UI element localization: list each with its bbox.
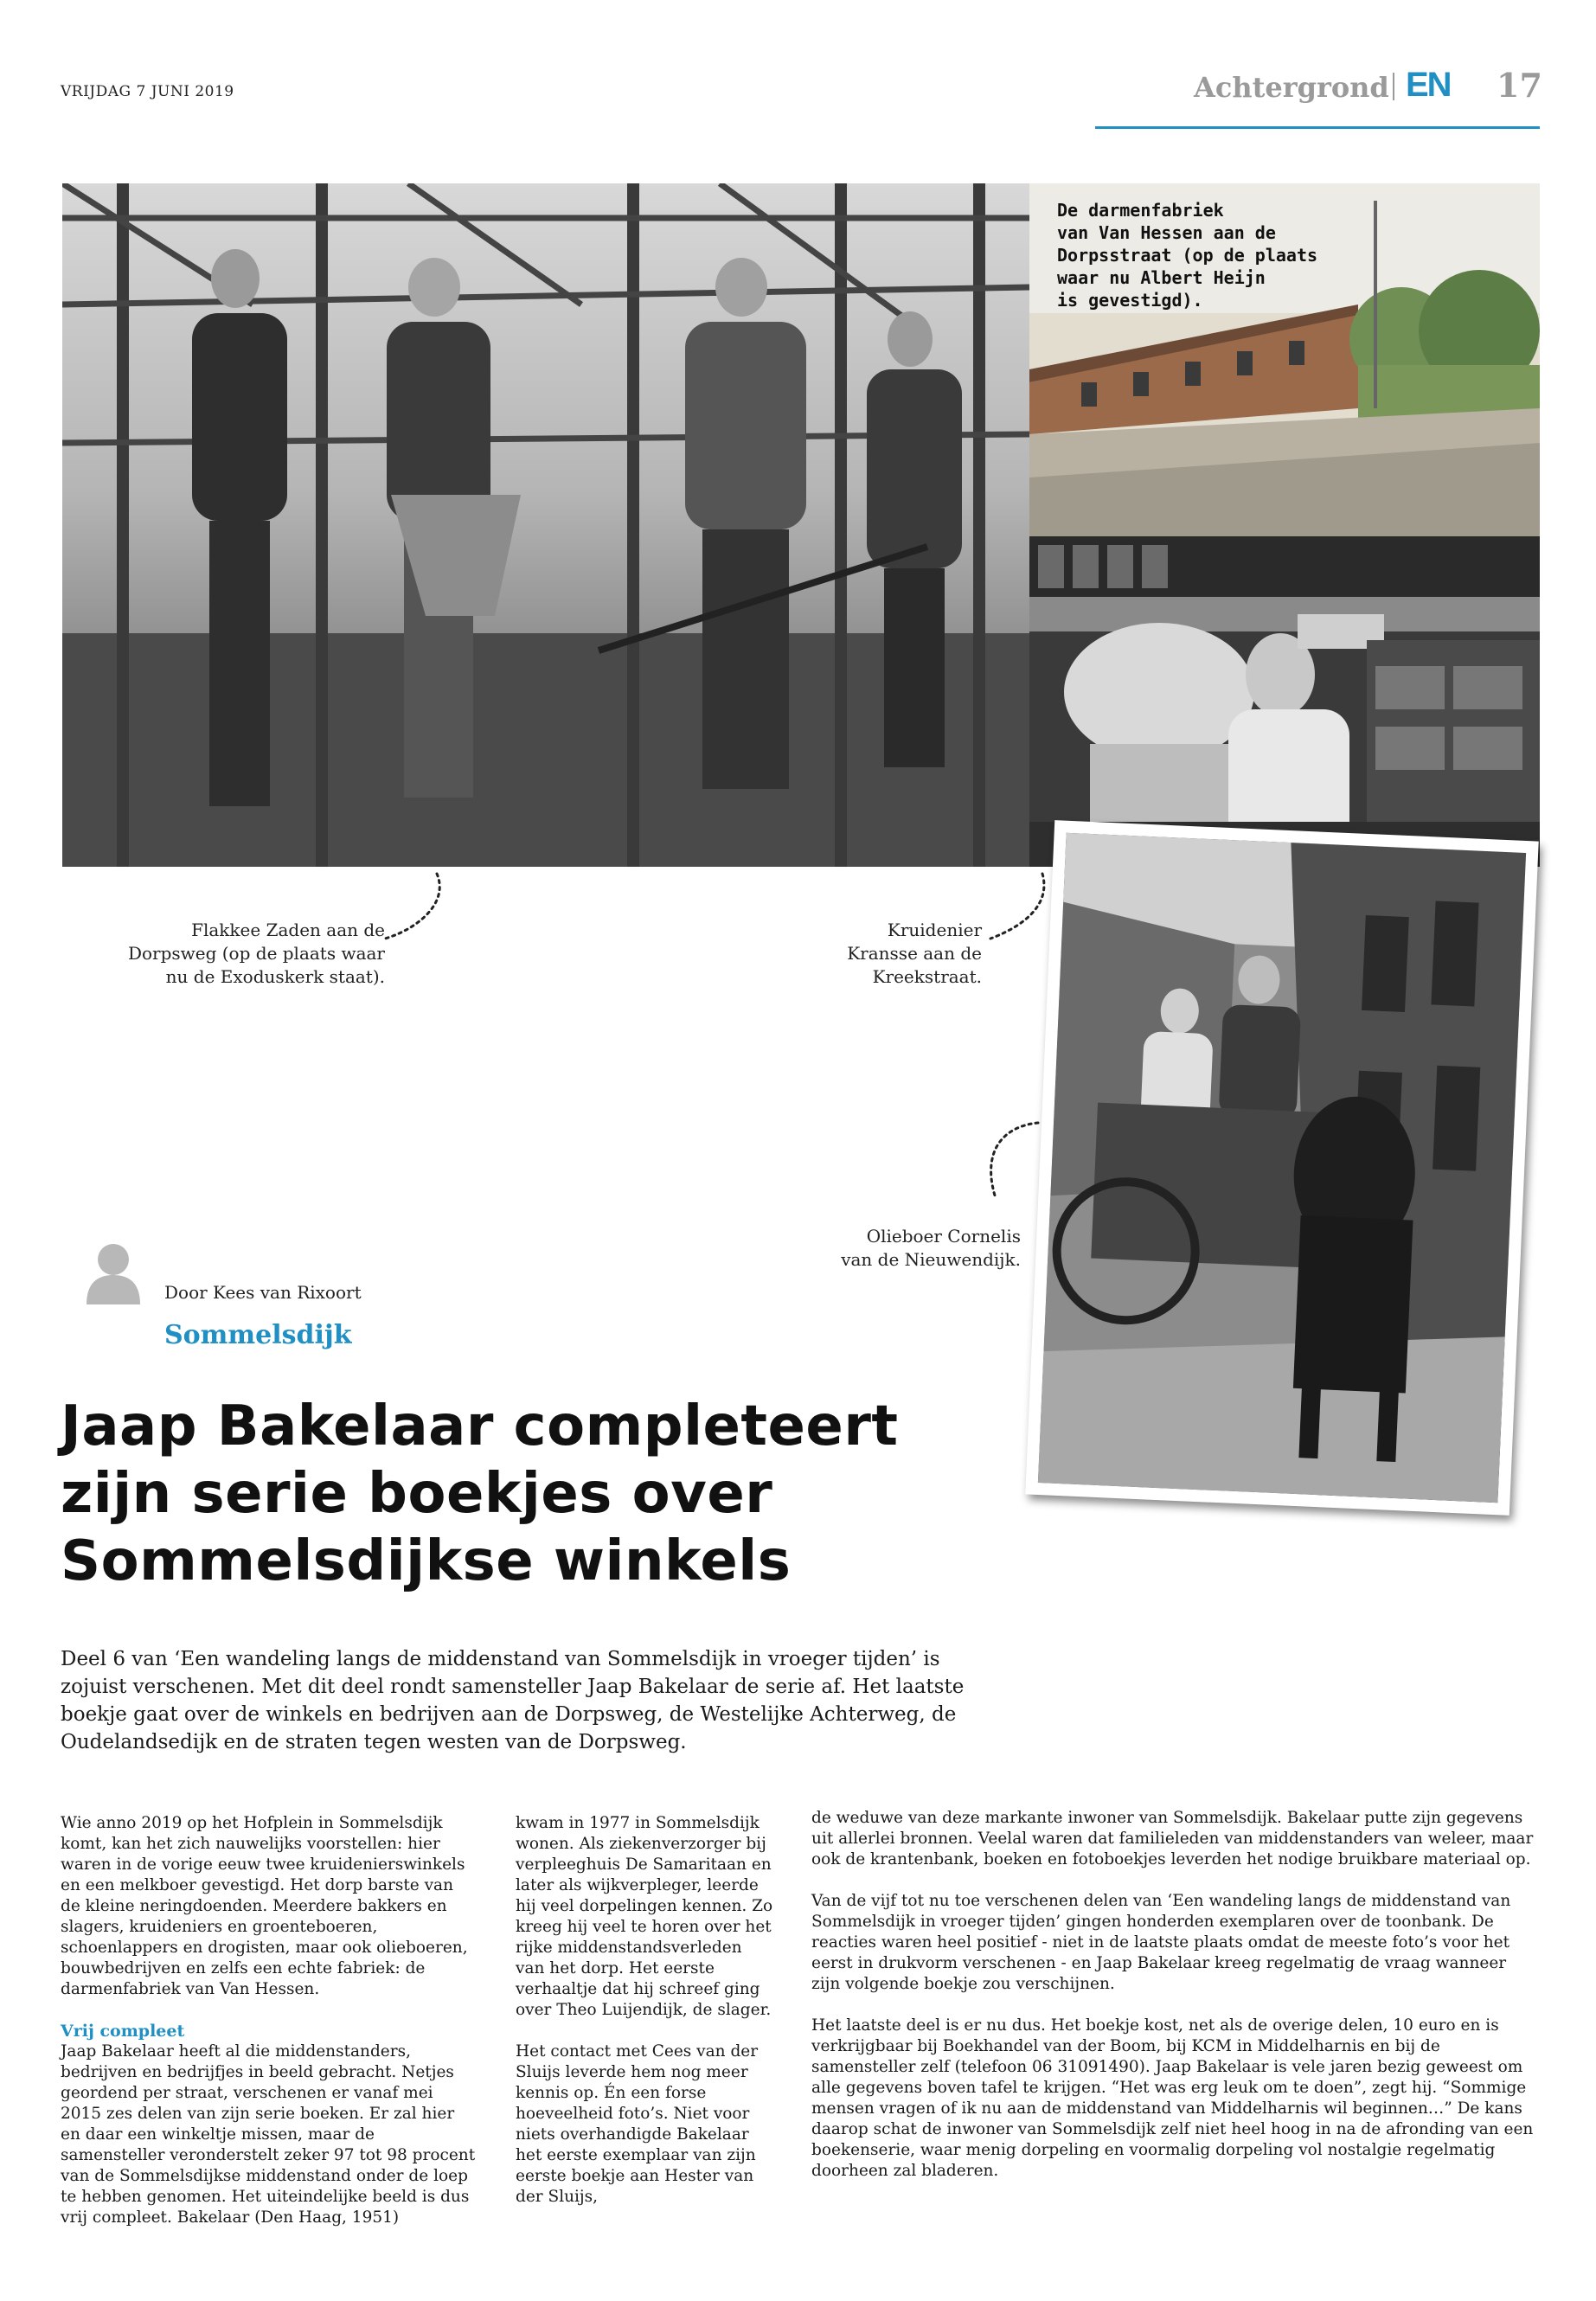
issue-date: VRIJDAG 7 JUNI 2019 [61, 83, 234, 100]
body-paragraph: Het laatste deel is er nu dus. Het boekje kost, net als de overige delen, 10 euro en is verkrijgbaar bij Boekhandel van der Boom, bij KCM in Middelharnis en bij de samensteller zelf (telefoon 06 31091490). Jaap Bakelaar is vele jaren bezig geweest om alle gegevens boven tafel te krijgen. “Het was erg leuk om te doen”, zegt hij. “Sommige mensen vragen of ik nu aan de middenstand van Middelharnis wil beginnen…” De kans daarop schat de inwoner van Sommelsdijk zelf niet heel hoog in na de afronding van een boekenserie, waar menig dorpeling en voormalig dorpeling vol nostalgie regelmatig doorheen zal bladeren. [811, 2016, 1534, 2180]
caption-kruidenier [761, 919, 982, 989]
header-divider [1393, 73, 1394, 100]
body-column-2 [516, 1813, 775, 2208]
page-number: 17 [1497, 66, 1542, 105]
caption-pointer-oil [977, 1116, 1047, 1202]
body-paragraph: Van de vijf tot nu toe verschenen delen van ‘Een wandeling langs de middenstand van Sommelsdijk in vroeger tijden’ gingen honderden exemplaren over de toonbank. De reacties waren heel positief - niet in de laatste plaats omdat de meeste foto’s voor het eerst in drukvorm verschenen - en Jaap Bakelaar kreeg regelmatig de vraag wanneer zijn volgende boekje zou verschijnen. [811, 1892, 1511, 1993]
photo-olieboer-cornelis [1038, 833, 1526, 1503]
body-paragraph: Wie anno 2019 op het Hofplein in Sommelsdijk komt, kan het zich nauwelijks voorstellen: hier waren in de vorige eeuw twee kruidenierswinkels en een melkboer gevestigd. Het dorp barste van de kleine neringdoenden. Meerdere bakkers en slagers, kruideniers en groenteboeren, schoenlappers en drogisten, maar ook olieboeren, bouwbedrijven en zelfs een echte fabriek: de darmenfabriek van Van Hessen. [61, 1814, 468, 1998]
caption-line: Kreekstraat. [872, 966, 982, 987]
caption-line: waar nu Albert Heijn [1057, 267, 1266, 288]
article-intro: Deel 6 van ‘Een wandeling langs de middenstand van Sommelsdijk in vroeger tijden’ is zojuist verschenen. Met dit deel rondt samensteller Jaap Bakelaar de serie af. Het laatste boekje gaat over de winkels en bedrijven aan de Dorpsweg, de Westelijke Achterweg, de Oudelandsedijk en de straten tegen westen van de Dorpsweg. [61, 1648, 965, 1753]
newspaper-logo: EN [1406, 66, 1451, 104]
article-headline [61, 1393, 1012, 1595]
person-icon [87, 1242, 140, 1304]
headline-line: Sommelsdijkse winkels [61, 1529, 792, 1593]
factory-photo-caption [1057, 199, 1334, 311]
headline-line: zijn serie boekjes over [61, 1462, 773, 1526]
caption-flakkee-zaden [95, 919, 385, 989]
caption-line: van Van Hessen aan de [1057, 222, 1276, 243]
dateline-location: Sommelsdijk [164, 1320, 352, 1350]
body-paragraph: Het contact met Cees van der Sluijs leverde hem nog meer kennis op. Én een forse hoeveelheid foto’s. Niet voor niets overhandigde Bakelaar het eerste exemplaar van zijn eerste boekje aan Hester van der Sluijs, [516, 2042, 759, 2206]
photo-kruidenier-kransse [1029, 536, 1540, 867]
author-byline: Door Kees van Rixoort [164, 1282, 362, 1303]
headline-line: Jaap Bakelaar completeert [61, 1394, 899, 1458]
body-column-1 [61, 1813, 476, 2228]
caption-line: is gevestigd). [1057, 290, 1203, 311]
header-rule [1095, 126, 1540, 129]
body-column-3 [811, 1808, 1540, 2182]
caption-line: nu de Exoduskerk staat). [165, 966, 385, 987]
body-paragraph: Jaap Bakelaar heeft al die middenstanders, bedrijven en bedrijfjes in beeld gebracht. Netjes geordend per straat, verschenen er vanaf mei 2015 zes delen van zijn serie boeken. Er zal hier en daar een winkeltje missen, maar de samensteller veronderstelt zeker 97 tot 98 procent van de Sommelsdijkse middenstand onder de loep te hebben genomen. Het uiteindelijke beeld is dus vrij compleet. Bakelaar (Den Haag, 1951) [61, 2042, 476, 2227]
caption-pointer-shop [982, 869, 1051, 947]
caption-line: Dorpsstraat (op de plaats [1057, 245, 1318, 266]
caption-line: van de Nieuwendijk. [841, 1249, 1021, 1270]
caption-pointer-seeds [381, 869, 450, 947]
body-paragraph: de weduwe van deze markante inwoner van Sommelsdijk. Bakelaar putte zijn gegevens uit allerlei bronnen. Veelal waren dat familieleden van middenstanders van weleer, maar ook de krantenbank, boeken en fotoboekjes leverden het nodige bruikbare materiaal op. [811, 1809, 1534, 1868]
body-subheading: Vrij compleet [61, 2022, 185, 2041]
body-paragraph: kwam in 1977 in Sommelsdijk wonen. Als ziekenverzorger bij verpleeghuis De Samaritaan en later als wijkverpleger, leerde hij veel dorpelingen kennen. Zo kreeg hij veel te horen over het rijke middenstandsverleden van het dorp. Het eerste verhaaltje dat hij schreef ging over Theo Luijendijk, de slager. [516, 1814, 773, 2019]
caption-line: De darmenfabriek [1057, 200, 1224, 221]
caption-line: Flakkee Zaden aan de [191, 920, 385, 940]
caption-line: Kransse aan de [847, 943, 982, 964]
caption-olieboer [779, 1225, 1021, 1272]
section-title: Achtergrond [1194, 71, 1389, 104]
caption-line: Kruidenier [887, 920, 982, 940]
photo-olieboer-frame [1025, 820, 1538, 1516]
caption-line: Olieboer Cornelis [866, 1226, 1021, 1247]
caption-line: Dorpsweg (op de plaats waar [127, 943, 385, 964]
photo-flakkee-zaden [62, 183, 1029, 867]
